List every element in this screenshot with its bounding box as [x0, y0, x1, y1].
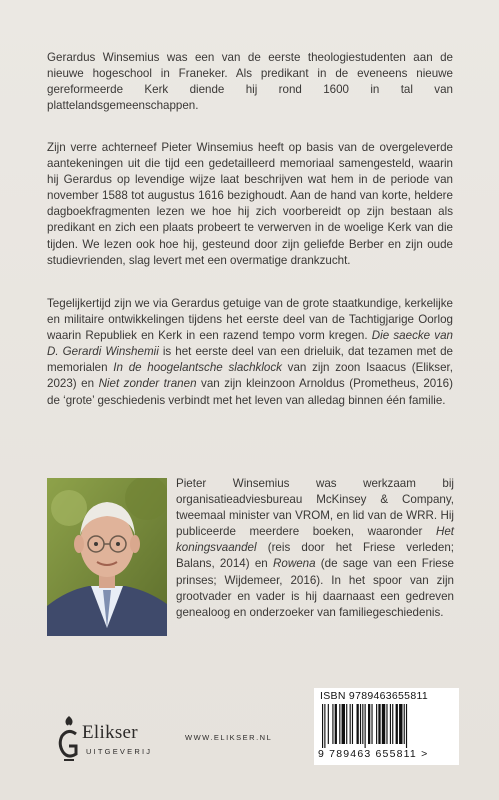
- blurb-paragraph-3: Tegelijkertijd zijn we via Gerardus getuige van de grote staatkundige, kerkelijke en militaire ontwikkelingen tijdens het eerste deel van de Tachtigjarige Oorlog waarin Republiek en Kerk in een razend tempo vorm kregen. Die saecke van D. Gerardi Winshemii is het eerste deel van een drieluik, dat tezamen met de memorialen In de hoogelantsche slachklock van zijn zoon Isaacus (Elikser, 2023) en Niet zonder tranen van zijn kleinzoon Arnoldus (Prometheus, 2016) de ‘grote’ geschiedenis verbindt met het leven van alledag binnen één familie.: [47, 297, 453, 407]
- publisher-emblem-icon: [56, 714, 82, 764]
- blurb-paragraph-1: Gerardus Winsemius was een van de eerste theologiestudenten aan de nieuwe hogeschool in Franeker. Als predikant in de eveneens nieuwe gereformeerde Kerk diende hij rond 1600 in tal van plattelandsgemeenschappen.: [47, 51, 453, 113]
- publisher-subtitle: UITGEVERIJ: [86, 747, 153, 756]
- book-title-die-saecke: Die saecke van D. Gerardi Winshemii: [47, 329, 453, 359]
- barcode-bars: [320, 704, 444, 748]
- author-photo: [47, 478, 167, 636]
- isbn-barcode: [314, 688, 459, 765]
- author-bio: Pieter Winsemius was werkzaam bij organisatieadviesbureau McKinsey & Company, tweemaal minister van VROM, en lid van de WRR. Hij publiceerde meerdere boeken, waaronder Het koningsvaandel (reis door het Friese verleden; Balans, 2014) en Rowena (de sage van een Friese prinses; Wijdemeer, 2016). In het spoor van zijn grootvader en vader is hij daarnaast een gedreven genealoog en onderzoeker van familiegeschiedenis.: [176, 477, 454, 619]
- isbn-digits: 9 789463 655811 >: [318, 748, 429, 760]
- publisher-url: WWW.ELIKSER.NL: [185, 733, 273, 742]
- book-title-hoogelantsche: In de hoogelantsche slachklock: [113, 361, 282, 375]
- isbn-label: ISBN 9789463655811: [320, 690, 428, 702]
- book-title-niet-zonder-tranen: Niet zonder tranen: [98, 377, 197, 391]
- blurb-paragraph-2: Zijn verre achterneef Pieter Winsemius heeft op basis van de overgeleverde aantekeningen uit die tijd een gedetailleerd memoriaal samengesteld, waarin hij Gerardus op levendige wijze laat beschrijven wat hem in de periode van november 1588 tot augustus 1616 bezighoudt. Aan de hand van korte, heldere dagboekfragmenten lezen we hoe hij zich voorbereidt op zijn bestaan als predikant en zich een plaats probeert te verwerven in de woelige Kerk van die tijden. We lezen ook hoe hij, gesteund door zijn geliefde Berber en zijn oude studievrienden, slag levert met een overmatige drankzucht.: [47, 141, 453, 267]
- publisher-name: Elikser: [82, 722, 138, 743]
- book-title-rowena: Rowena: [273, 557, 316, 571]
- publisher-logo: [56, 712, 176, 768]
- book-title-koningsvaandel: Het koningsvaandel: [176, 525, 454, 555]
